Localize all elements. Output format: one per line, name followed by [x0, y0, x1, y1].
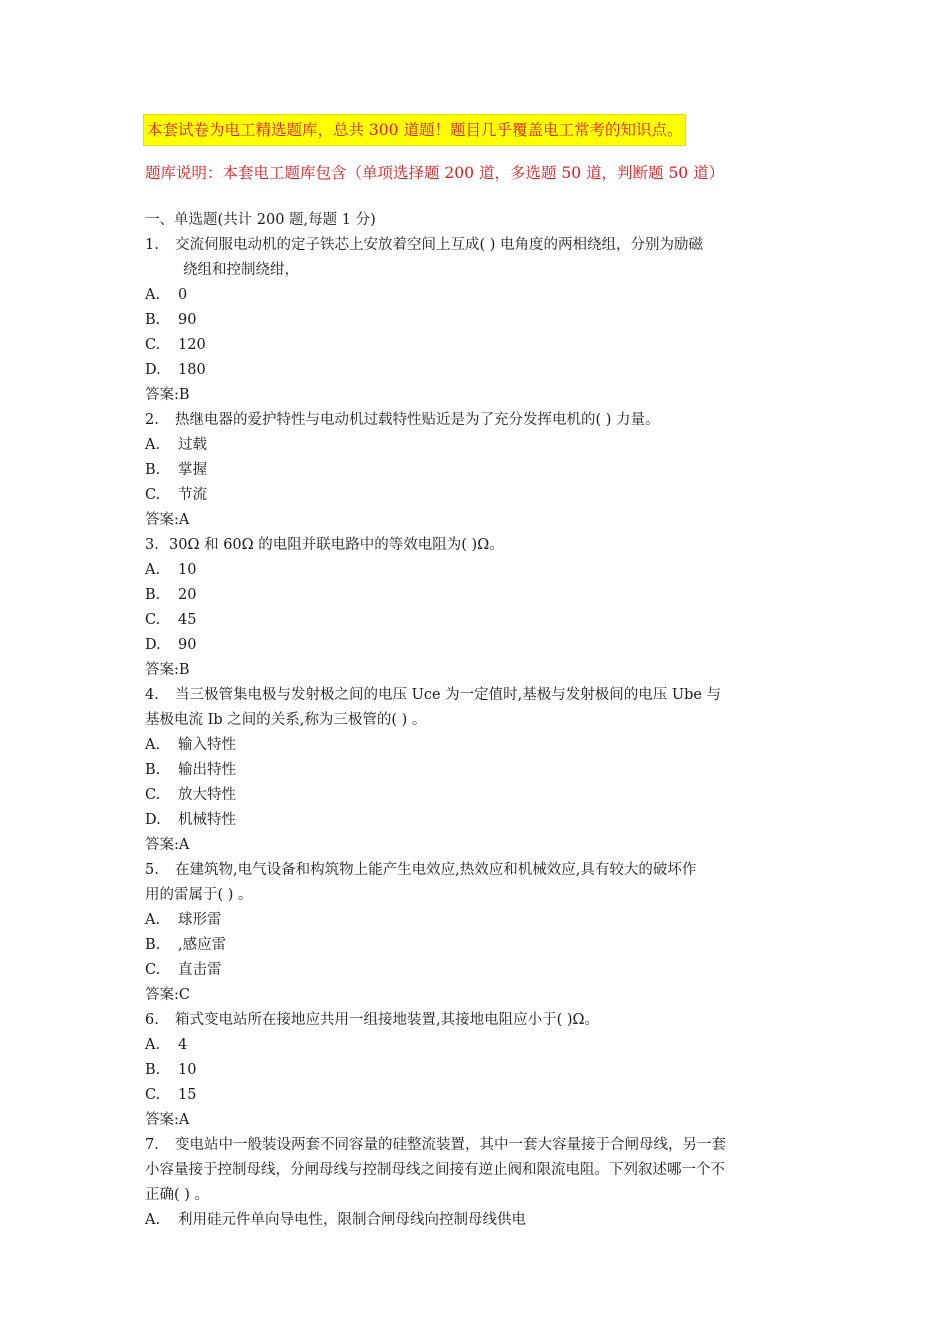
option-letter: A.	[145, 912, 161, 928]
option-text: 机械特性	[178, 812, 236, 828]
option-letter: D.	[145, 637, 161, 653]
question-text-line: 热继电器的爱护特性与电动机过载特性贴近是为了充分发挥电机的( ) 力量。	[175, 412, 660, 428]
option-text: 输入特性	[178, 737, 236, 753]
option-letter: C.	[145, 962, 161, 978]
option-letter: A.	[145, 437, 161, 453]
option-letter: B.	[145, 462, 161, 478]
option-text: 10	[178, 1062, 197, 1078]
option-d	[145, 358, 815, 383]
question-number: 3.	[145, 537, 159, 553]
option-text: 120	[178, 337, 206, 353]
option-a	[145, 283, 815, 308]
question-stem	[145, 533, 815, 558]
option-text: 输出特性	[178, 762, 236, 778]
option-letter: B.	[145, 937, 161, 953]
option-c	[145, 783, 815, 808]
option-letter: B.	[145, 312, 161, 328]
option-c	[145, 333, 815, 358]
option-b	[145, 933, 815, 958]
answer-line: 答案:A	[145, 1112, 190, 1128]
option-text: 20	[178, 587, 197, 603]
option-text: 球形雷	[178, 912, 222, 928]
answer-line: 答案:B	[145, 387, 190, 403]
question-7	[145, 1133, 815, 1233]
option-letter: A.	[145, 287, 161, 303]
option-b	[145, 583, 815, 608]
section-title: 一、单选题(共计 200 题,每题 1 分)	[145, 212, 376, 228]
question-number: 4.	[145, 687, 159, 703]
option-letter: B.	[145, 762, 161, 778]
question-text-line: 变电站中一般装设两套不同容量的硅整流装置，其中一套大容量接于合闸母线，另一套	[175, 1137, 726, 1153]
option-b	[145, 1058, 815, 1083]
option-letter: C.	[145, 487, 161, 503]
question-text-line: 小容量接于控制母线，分闸母线与控制母线之间接有逆止阀和限流电阻。下列叙述哪一个不	[145, 1162, 725, 1178]
question-number: 1.	[145, 237, 159, 253]
option-c	[145, 608, 815, 633]
question-stem	[145, 233, 815, 283]
option-text: ,感应雷	[178, 937, 227, 953]
option-text: 利用硅元件单向导电性，限制合闸母线向控制母线供电	[178, 1212, 526, 1228]
question-3	[145, 533, 815, 683]
option-letter: B.	[145, 1062, 161, 1078]
option-b	[145, 308, 815, 333]
question-number: 2.	[145, 412, 159, 428]
option-text: 180	[178, 362, 206, 378]
question-stem	[145, 1133, 815, 1158]
option-letter: C.	[145, 1087, 161, 1103]
option-a	[145, 558, 815, 583]
question-stem	[145, 683, 815, 708]
question-text-line: 在建筑物,电气设备和构筑物上能产生电效应,热效应和机械效应,具有较大的破坏作	[175, 862, 697, 878]
question-stem	[145, 858, 815, 883]
question-1	[145, 233, 815, 408]
option-d	[145, 633, 815, 658]
question-stem	[145, 408, 815, 433]
question-2	[145, 408, 815, 533]
option-letter: D.	[145, 362, 161, 378]
question-text-line: 基极电流 Ib 之间的关系,称为三极管的( ) 。	[145, 712, 427, 728]
question-text-line: 当三极管集电极与发射极之间的电压 Uce 为一定值时,基极与发射极间的电压 Ube 与	[175, 687, 722, 703]
option-letter: A.	[145, 1212, 161, 1228]
question-6	[145, 1008, 815, 1133]
question-number: 6.	[145, 1012, 159, 1028]
option-letter: C.	[145, 612, 161, 628]
option-letter: A.	[145, 1037, 161, 1053]
question-4	[145, 683, 815, 858]
option-text: 过载	[178, 437, 207, 453]
option-letter: A.	[145, 737, 161, 753]
option-b	[145, 458, 815, 483]
answer-line: 答案:C	[145, 987, 190, 1003]
question-list	[145, 208, 815, 1233]
option-text: 10	[178, 562, 197, 578]
option-a	[145, 433, 815, 458]
question-text-line: 正确( ) 。	[145, 1187, 210, 1203]
question-text-line: 30Ω 和 60Ω 的电阻并联电路中的等效电阻为( )Ω。	[169, 537, 504, 553]
option-a	[145, 908, 815, 933]
option-letter: C.	[145, 337, 161, 353]
question-number: 5.	[145, 862, 159, 878]
question-text-line: 绕组和控制绕绀，	[183, 262, 299, 278]
option-text: 15	[178, 1087, 197, 1103]
question-bank-description: 题库说明：本套电工题库包含（单项选择题 200 道，多选题 50 道，判断题 50 道）	[145, 164, 725, 182]
question-stem	[145, 1008, 815, 1033]
option-text: 0	[178, 287, 188, 303]
option-c	[145, 958, 815, 983]
option-b	[145, 758, 815, 783]
option-letter: D.	[145, 812, 161, 828]
option-c	[145, 1083, 815, 1108]
option-a	[145, 733, 815, 758]
option-text: 掌握	[178, 462, 207, 478]
option-text: 45	[178, 612, 197, 628]
option-text: 放大特性	[178, 787, 236, 803]
option-d	[145, 808, 815, 833]
answer-line: 答案:A	[145, 512, 190, 528]
answer-line: 答案:A	[145, 837, 190, 853]
option-a	[145, 1208, 815, 1233]
option-text: 90	[178, 312, 197, 328]
option-c	[145, 483, 815, 508]
option-text: 直击雷	[178, 962, 222, 978]
option-letter: A.	[145, 562, 161, 578]
intro-highlight-banner: 本套试卷为电工精选题库，总共 300 道题！题目几乎覆盖电工常考的知识点。	[143, 114, 686, 146]
question-text-line: 用的雷属于( ) 。	[145, 887, 253, 903]
question-text-line: 箱式变电站所在接地应共用一组接地装置,其接地电阻应小于( )Ω。	[175, 1012, 600, 1028]
option-letter: B.	[145, 587, 161, 603]
question-number: 7.	[145, 1137, 159, 1153]
option-a	[145, 1033, 815, 1058]
option-text: 4	[178, 1037, 188, 1053]
question-5	[145, 858, 815, 1008]
answer-line: 答案:B	[145, 662, 190, 678]
question-text-line: 交流伺服电动机的定子铁芯上安放着空间上互成( ) 电角度的两相绕组，分别为励磁	[175, 237, 704, 253]
option-letter: C.	[145, 787, 161, 803]
option-text: 节流	[178, 487, 207, 503]
option-text: 90	[178, 637, 197, 653]
